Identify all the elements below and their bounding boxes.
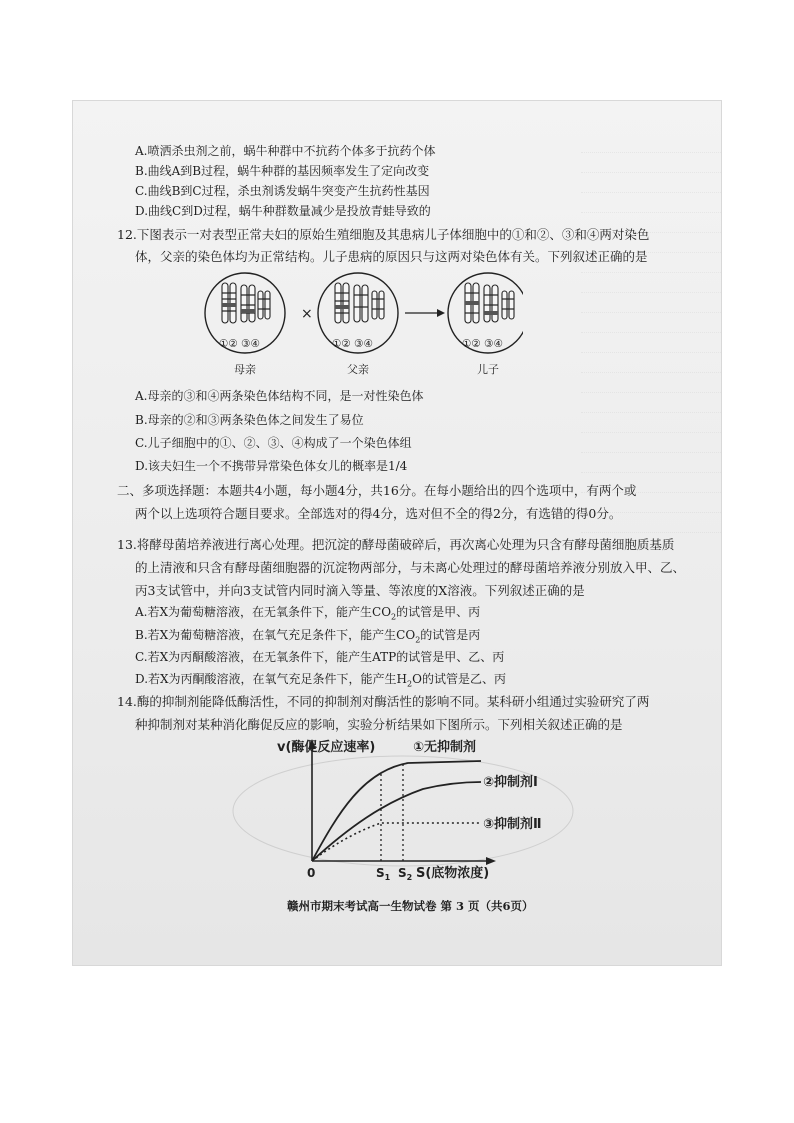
q12-option-a: A.母亲的③和④两条染色体结构不同，是一对性染色体 (135, 389, 424, 403)
x-tick-s1: $S_1$ (376, 866, 391, 882)
exam-page-photo (73, 101, 721, 965)
q13-stem-line1: 13.将酵母菌培养液进行离心处理。把沉淀的酵母菌破碎后，再次离心处理为只含有酵母菌细胞质基质 (117, 537, 675, 552)
q13-option-d: D.若X为丙酮酸溶液，在氧气充足条件下，能产生$H_2O$的试管是乙、丙 (135, 672, 506, 689)
x-tick-s2: $S_2$ (398, 866, 413, 882)
q11-option-d: D.曲线C到D过程，蜗牛种群数量减少是投放青蛙导致的 (135, 204, 431, 218)
section2-instructions-line1: 二、多项选择题：本题共4小题，每小题4分，共16分。在每小题给出的四个选项中，有两个或 (117, 483, 637, 498)
q13-option-a: A.若X为葡萄糖溶液，在无氧条件下，能产生$CO_2$的试管是甲、丙 (135, 605, 481, 622)
father-chromosome-numbers: ①② ③④ (332, 338, 373, 350)
q11-option-b: B.曲线A到B过程，蜗牛种群的基因频率发生了定向改变 (135, 164, 430, 178)
mother-chromosome-numbers: ①② ③④ (219, 338, 260, 350)
series-inhibitor-1-line (312, 782, 481, 861)
series-no-inhibitor-line (312, 761, 481, 861)
father-label: 父亲 (347, 363, 369, 376)
series-inhibitor-1-label: ②抑制剂Ⅰ (483, 775, 538, 790)
q14-stem-line1: 14.酶的抑制剂能降低酶活性，不同的抑制剂对酶活性的影响不同。某科研小组通过实验研究了两 (117, 694, 650, 709)
son-label: 儿子 (477, 363, 499, 376)
son-chromosome-numbers: ①② ③④ (462, 338, 503, 350)
cross-symbol: × (301, 306, 313, 322)
y-axis-label: v(酶促反应速率) (277, 740, 376, 755)
series-inhibitor-2-label: ③抑制剂Ⅱ (483, 817, 542, 832)
q12-option-b: B.母亲的②和③两条染色体之间发生了易位 (135, 413, 364, 427)
series-no-inhibitor-label: ①无抑制剂 (413, 740, 477, 755)
q13-option-c: C.若X为丙酮酸溶液，在无氧条件下，能产生ATP的试管是甲、乙、丙 (135, 650, 505, 664)
x-axis-label: S(底物浓度) (416, 866, 490, 881)
page-footer: 赣州市期末考试高一生物试卷 第 3 页（共6页） (287, 899, 534, 913)
enzyme-rate-chart (213, 733, 583, 883)
chromosome-diagram (193, 269, 523, 377)
q13-option-b: B.若X为葡萄糖溶液，在氧气充足条件下，能产生$CO_2$的试管是丙 (135, 628, 481, 645)
arrow-icon (405, 309, 445, 317)
q12-option-d: D.该夫妇生一个不携带异常染色体女儿的概率是1/4 (135, 459, 408, 473)
mother-label: 母亲 (234, 363, 256, 376)
q11-option-a: A.喷洒杀虫剂之前，蜗牛种群中不抗药个体多于抗药个体 (135, 144, 436, 158)
q12-stem-line2: 体，父亲的染色体均为正常结构。儿子患病的原因只与这两对染色体有关。下列叙述正确的是 (135, 249, 648, 264)
q14-stem-line2: 种抑制剂对某种消化酶促反应的影响，实验分析结果如下图所示。下列相关叙述正确的是 (135, 717, 623, 732)
q12-stem-line1: 12.下图表示一对表型正常夫妇的原始生殖细胞及其患病儿子体细胞中的①和②、③和④两对染色 (117, 227, 650, 242)
q12-option-c: C.儿子细胞中的①、②、③、④构成了一个染色体组 (135, 436, 412, 450)
q13-stem-line3: 丙3支试管中，并向3支试管内同时滴入等量、等浓度的X溶液。下列叙述正确的是 (135, 583, 585, 598)
q13-stem-line2: 的上清液和只含有酵母菌细胞器的沉淀物两部分，与未离心处理过的酵母菌培养液分别放入甲、乙、 (135, 560, 686, 575)
origin-label: 0 (307, 866, 316, 880)
series-inhibitor-2-line (312, 823, 481, 861)
section2-instructions-line2: 两个以上选项符合题目要求。全部选对的得4分，选对但不全的得2分，有选错的得0分。 (135, 506, 622, 521)
q11-option-c: C.曲线B到C过程，杀虫剂诱发蜗牛突变产生抗药性基因 (135, 184, 430, 198)
